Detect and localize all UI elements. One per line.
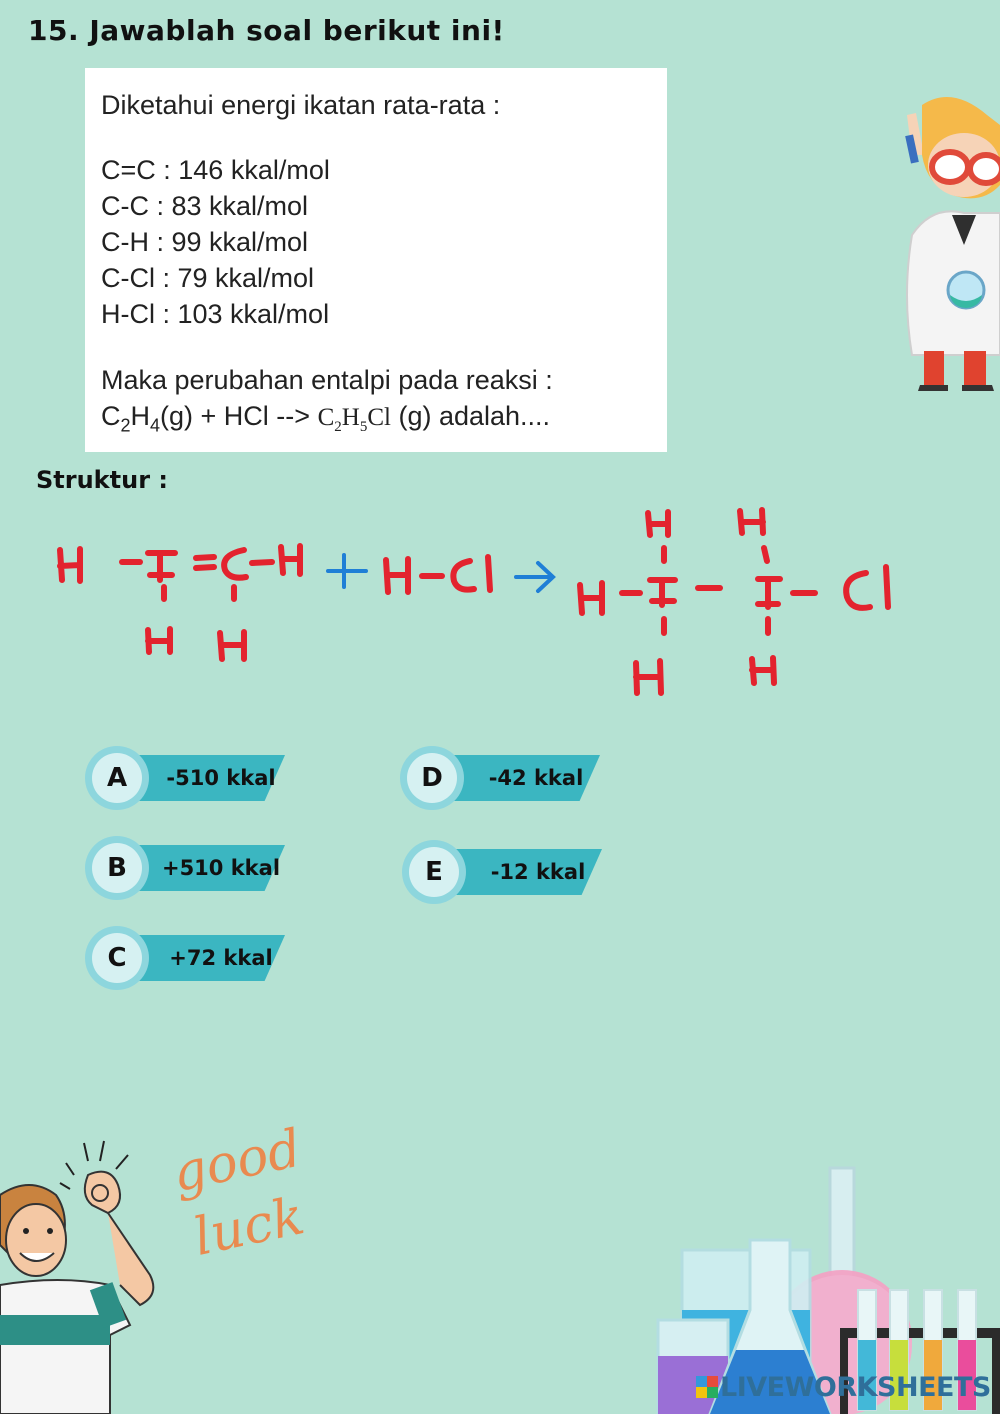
scientist-illustration xyxy=(892,95,1000,395)
option-letter-badge: E xyxy=(402,840,466,904)
boy-thumbs-illustration xyxy=(0,1135,165,1414)
bond-item-cc-double: C=C : 146 kkal/mol xyxy=(101,155,330,185)
option-value: -510 kkal xyxy=(166,766,276,790)
option-e[interactable] xyxy=(402,840,612,904)
option-letter-badge: A xyxy=(85,746,149,810)
bond-energy-intro: Diketahui energi ikatan rata-rata : xyxy=(101,90,501,120)
question-title: 15. Jawablah soal berikut ini! xyxy=(28,14,505,47)
question-card xyxy=(85,68,667,452)
liveworksheets-logo: LIVEWORKSHEETS xyxy=(696,1372,991,1403)
liveworksheets-icon xyxy=(696,1376,718,1398)
option-b[interactable] xyxy=(85,836,295,900)
bond-item-ccl: C-Cl : 79 kkal/mol xyxy=(101,263,315,293)
question-prompt: Maka perubahan entalpi pada reaksi : xyxy=(101,365,553,395)
good-word: good xyxy=(167,1118,307,1205)
option-c[interactable] xyxy=(85,926,295,990)
option-d[interactable] xyxy=(400,746,610,810)
bond-item-ch: C-H : 99 kkal/mol xyxy=(101,227,309,257)
good-luck-text xyxy=(160,1110,310,1270)
option-letter-badge: C xyxy=(85,926,149,990)
option-value: +72 kkal xyxy=(169,946,273,970)
option-letter-badge: D xyxy=(400,746,464,810)
option-value: +510 kkal xyxy=(161,856,281,880)
structure-label: Struktur : xyxy=(36,466,168,494)
bond-item-hcl: H-Cl : 103 kkal/mol xyxy=(101,299,330,329)
option-value: -42 kkal xyxy=(488,766,584,790)
structure-drawing xyxy=(0,495,1000,715)
option-letter-badge: B xyxy=(85,836,149,900)
bond-item-cc: C-C : 83 kkal/mol xyxy=(101,191,309,221)
option-a[interactable] xyxy=(85,746,295,810)
reaction-equation: $C_2H_4(g)$ + HCl --> $C_2H_5Cl$ (g) adalah.... xyxy=(101,401,551,436)
luck-word: luck xyxy=(188,1186,310,1268)
option-value: -12 kkal xyxy=(490,860,586,884)
